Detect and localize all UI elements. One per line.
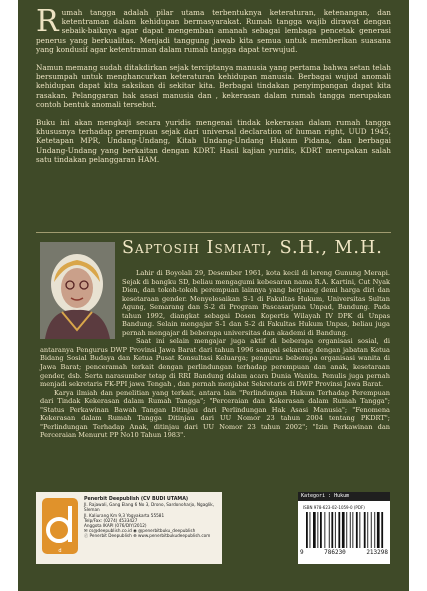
social-icon: ◉ xyxy=(133,528,137,534)
publisher-name: Penerbit Deepublish (CV BUDI UTAMA) xyxy=(84,497,189,502)
barcode-bar xyxy=(335,512,336,548)
barcode-digits xyxy=(300,549,388,556)
bio-paragraph-2: Saat ini selain mengajar juga aktif di beberapa organisasi sosial, di antaranya Pengurus DWP Provinsi Jawa Barat dari tahun 1996 sampai sekarang dengan jabatan Ketua Bidang Sosial Budaya dan Ketua Pusat Konsultasi Keluarga; pengurus beberapa organisasi wanita di Jawa Barat; penceramah terkait dengan perlindungan terhadap perempuan dan anak, kesetaraan gender, dsb. Serta narasumber tetap di RRI Bandung dalam acara Dunia Wanita. Penulis juga pernah menjadi sekretaris FK-PPI jawa Tengah , dan pernah menjabat Sekretaris di DWP Provinsi Jawa Barat. xyxy=(40,337,390,389)
barcode-digit-group-2: 213298 xyxy=(366,549,388,556)
synopsis-paragraph-2: Namun memang sudah ditakdirkan sejak terciptanya manusia yang pertama bahwa setan telah bersumpah untuk menghancurkan keteraturan kehidupan manusia. Berbagai wujud anomali kehidupan dapat kita saksikan di sekitar kita. Berbagai tindakan penyimpangan dapat kita rasakan. Pelanggaran hak asasi manusia dan , kekerasan dalam rumah tangga merupakan contoh bentuk anomali tersebut. xyxy=(36,63,391,109)
barcode-digit-prefix: 9 xyxy=(300,549,304,556)
publisher-social: @penerbitbuku_deepublish xyxy=(138,528,196,534)
barcode-bar xyxy=(317,512,318,548)
category-label: Kategori : Hukum xyxy=(298,492,390,501)
right-margin xyxy=(409,0,427,591)
barcode-bar xyxy=(306,512,308,548)
web-icon: ⊕ xyxy=(133,533,137,539)
deepublish-logo-icon xyxy=(42,498,78,554)
photo-wrap-space xyxy=(40,269,122,342)
barcode-bar xyxy=(377,512,380,548)
barcode-bar xyxy=(364,512,366,548)
barcode-bar xyxy=(324,512,325,548)
publisher-email: cs@deepublish.co.id xyxy=(88,528,132,534)
synopsis xyxy=(36,4,391,173)
author-bio xyxy=(40,269,390,440)
barcode-bar xyxy=(320,512,322,548)
barcode-bar xyxy=(374,512,375,548)
synopsis-paragraph-3: Buku ini akan mengkaji secara yuridis mengenai tindak kekerasan dalam rumah tangga khususnya terhadap perempuan sejak dari universal declaration of human right, UUD 1945, Ketetapan MPR, Undang-Undang, Kitab Undang-Undang Hukum Pidana, dan berbagai Undang-Undang yang berkaitan dengan KDRT. Hasil kajian yuridis, KDRT merupakan salah satu tindakan pelanggaran HAM. xyxy=(36,118,391,164)
publisher-web-row xyxy=(84,533,220,538)
barcode-bar xyxy=(359,512,360,548)
drop-cap: R xyxy=(36,4,59,39)
barcode-bar xyxy=(310,512,311,548)
barcode-bar xyxy=(381,512,383,548)
isbn-box xyxy=(298,492,390,564)
publisher-info xyxy=(84,497,220,539)
barcode-bar xyxy=(350,512,351,548)
synopsis-paragraph-1: Rumah tangga adalah pilar utama terbentuknya keteraturan, ketenangan, dan ketentraman dalam kehidupan bermasyarakat. Rumah tangga wajib dirawat dengan sebaik-baiknya agar dapat mengemban amanah sebagai lembaga pencetak generasi penerus yang berkualitas. Menjadi tanggung jawab kita semua untuk memberikan suasana yang kondusif agar ketentraman dalam rumah tangga dapat terwujud. xyxy=(36,4,391,54)
barcode-digit-group-1: 786230 xyxy=(324,549,346,556)
barcode-bar xyxy=(367,512,368,548)
barcode-bar xyxy=(346,512,347,548)
email-icon: ✉ xyxy=(84,528,88,534)
author-name: Saptosih Ismiati, S.H., M.H. xyxy=(122,238,383,258)
bio-paragraph-3: Karya ilmiah dan penelitian yang terkait, antara lain "Perlindungan Hukum Terhadap Perempuan dari Tindak Kekerasan dalam Rumah Tangga"; "Perceraian dan Kekerasan dalam Rumah Tangga"; "Status Perkawinan Bawah Tangan Ditinjau dari Perlindungan Hak Asasi Manusia"; "Fenomena Kekerasan dalam Rumah Tangga Ditinjau dari UU Nomor 23 tahun 2004 tentang PKDRT"; "Perlindungan Terhadap Anak, ditinjau dari UU Nomor 23 tahun 2002"; "Izin Perkawinan dan Perceraian Menurut PP No10 Tahun 1983". xyxy=(40,388,390,440)
isbn-number: ISBN 978-623-02-1059-0 (PDF) xyxy=(303,505,365,510)
barcode-bar xyxy=(371,512,372,548)
barcode-bar xyxy=(331,512,333,548)
facebook-icon: ⓕ xyxy=(84,533,89,539)
publisher-web: www.penerbitbukudeepublish.com xyxy=(137,533,211,539)
publisher-member: Anggota IKAPI (076/DIY/2012) xyxy=(84,523,147,529)
publisher-facebook: Penerbit Deepublish xyxy=(89,533,132,539)
barcode-bar xyxy=(313,512,316,548)
publisher-address-1: Jl. Rajawali, Gang Elang 6 No 3, Drono, Sardonoharjo, Ngaglik, Sleman xyxy=(84,502,215,513)
barcode-bar xyxy=(342,512,345,548)
publisher-phone: Telp/Fax: (0274) 4533427 xyxy=(84,517,138,523)
section-divider xyxy=(36,232,391,233)
bio-paragraph-1: Lahir di Boyolali 29, Desember 1961, kota kecil di lereng Gunung Merapi. Sejak di bangku SD, beliau mengagumi kebesaran nama R.A. Kartini, Cut Nyak Dien, dan tokoh-tokoh perempuan lainnya yang berjuang demi harga diri dan kesetaraan gender. Menyelesaikan S-1 di Fakultas Hukum, Universitas Sultan Agung, Semarang dan S-2 di Program Pascasarjana Unpad, Bandung. Pada tahun 1992, diangkat sebagai Dosen Kopertis Wilayah IV DPK di Unpas Bandung. Selain mengajar S-1 dan S-2 di Fakultas Hukum Unpas, beliau juga pernah mengajar di beberapa universitas dan akademi di Bandung. xyxy=(122,269,390,337)
left-margin xyxy=(0,0,18,591)
publisher-box xyxy=(36,492,222,564)
barcode-image xyxy=(306,512,384,548)
barcode-bar xyxy=(329,512,330,548)
barcode-bar xyxy=(338,512,340,548)
svg-text:d: d xyxy=(58,548,62,554)
barcode-bar xyxy=(352,512,353,548)
publisher-address-2: Jl. Kaliurang Km 9,3 Yogyakarta 55581 xyxy=(84,512,165,518)
barcode-bar xyxy=(356,512,358,548)
